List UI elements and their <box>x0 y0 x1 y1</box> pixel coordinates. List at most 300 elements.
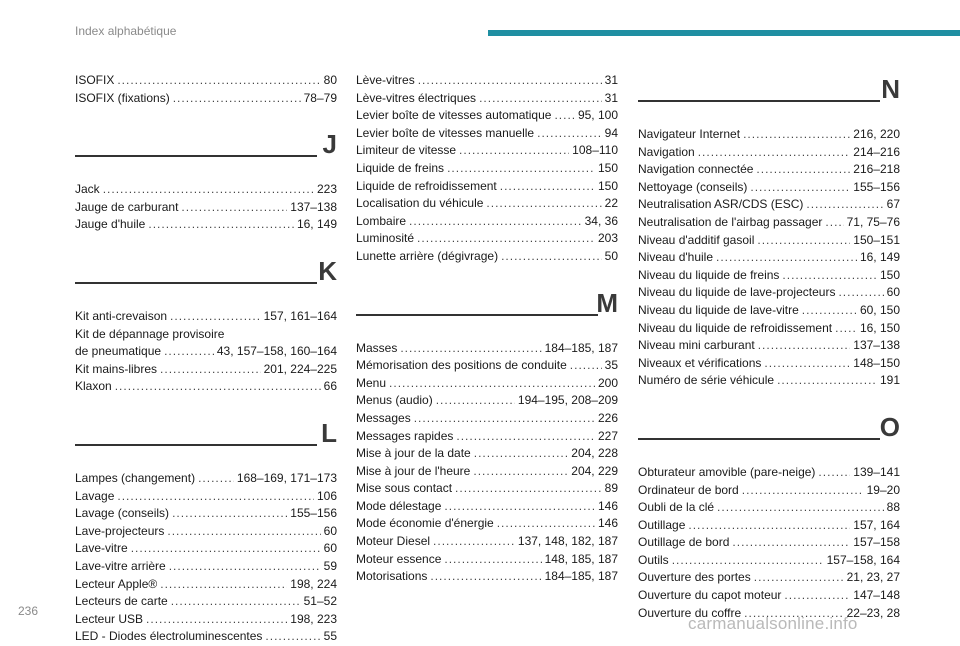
index-entry-pages: 106 <box>316 488 337 503</box>
index-entry-term: Navigateur Internet <box>638 127 741 141</box>
index-entry <box>356 357 618 375</box>
index-entry-pages: 88 <box>886 500 900 515</box>
index-entry <box>356 533 618 551</box>
index-entry-pages: 146 <box>597 498 618 513</box>
index-entry <box>75 361 337 379</box>
index-entry-term: ISOFIX (fixations) <box>75 90 170 105</box>
dot-leader <box>473 463 568 481</box>
index-entry-term: Kit mains-libres <box>75 361 158 376</box>
index-entry-term: Lave-vitre arrière <box>75 558 166 573</box>
index-entry-pages: 150 <box>597 160 618 175</box>
index-entry-pages: 150 <box>597 178 618 193</box>
index-entry <box>356 515 618 533</box>
index-entry-pages: 50 <box>604 248 618 263</box>
index-entry-term: Lève-vitres <box>356 73 415 87</box>
index-entry <box>75 216 337 234</box>
index-entry <box>356 568 618 586</box>
index-entry-pages: 22 <box>604 196 618 211</box>
index-entry-term: Nettoyage (conseils) <box>638 179 748 194</box>
divider-rule <box>75 282 317 284</box>
index-entry-pages: 35 <box>604 358 618 373</box>
index-entry-pages: 78–79 <box>303 90 337 105</box>
index-entry-term: Lecteurs de carte <box>75 594 168 609</box>
index-entry <box>356 498 618 516</box>
index-entry-pages: 19–20 <box>866 482 900 497</box>
index-entry-term: LED - Diodes électroluminescentes <box>75 629 263 644</box>
index-entry <box>638 587 900 605</box>
index-entry-term: Liquide de freins <box>356 160 445 175</box>
dot-leader <box>181 199 287 217</box>
index-entry <box>75 523 337 541</box>
index-entry <box>75 611 337 629</box>
index-entry <box>75 593 337 611</box>
index-entry-pages: 184–185, 187 <box>544 340 618 355</box>
index-entry-pages: 137, 148, 182, 187 <box>517 534 618 549</box>
index-entry-term: Motorisations <box>356 569 428 584</box>
index-entry-pages: 16, 149 <box>296 217 337 232</box>
dot-leader <box>198 470 234 488</box>
index-entry-pages: 216, 220 <box>853 127 900 141</box>
index-entry-pages: 148–150 <box>853 355 900 370</box>
index-entry-term: Lavage <box>75 488 115 503</box>
index-entry-term: ISOFIX <box>75 73 115 87</box>
dot-leader <box>500 178 595 196</box>
index-entry-term: Lave-vitre <box>75 541 128 556</box>
index-entry-term: Lecteur Apple® <box>75 576 158 591</box>
header-accent-bar <box>488 30 960 36</box>
index-entry-term: Obturateur amovible (pare-neige) <box>638 464 816 479</box>
index-entry-term: Mise à jour de la date <box>356 446 471 461</box>
letter-divider <box>75 127 337 173</box>
index-entry-term: Lavage (conseils) <box>75 506 170 521</box>
index-section <box>75 127 337 234</box>
dot-leader <box>486 195 601 213</box>
dot-leader <box>169 558 321 576</box>
dot-leader <box>784 587 850 605</box>
index-entry-pages: 157, 164 <box>853 517 900 532</box>
index-entry-term: Messages rapides <box>356 428 454 443</box>
index-section <box>638 72 900 390</box>
dot-leader <box>474 445 569 463</box>
index-entry <box>638 464 900 482</box>
index-entry-pages: 148, 185, 187 <box>544 551 618 566</box>
dot-leader <box>164 343 214 361</box>
index-entry <box>75 576 337 594</box>
index-entry-pages: 60 <box>323 541 337 556</box>
index-entry <box>356 428 618 446</box>
section-letter: M <box>596 287 618 318</box>
dot-leader <box>750 179 850 197</box>
dot-leader <box>173 90 301 108</box>
index-entry-pages: 95, 100 <box>577 108 618 123</box>
index-entry <box>638 320 900 338</box>
dot-leader <box>497 515 595 533</box>
index-entry <box>75 470 337 488</box>
index-entry-term: Outillage de bord <box>638 535 730 550</box>
index-entry-term: Niveau du liquide de lave-projecteurs <box>638 285 836 300</box>
index-entry-term: Outillage <box>638 517 686 532</box>
index-section <box>356 286 618 586</box>
dot-leader <box>459 142 569 160</box>
index-entry-pages: 80 <box>323 73 337 87</box>
letter-divider <box>638 72 900 118</box>
dot-leader <box>806 196 883 214</box>
dot-leader <box>758 337 851 355</box>
dot-leader <box>103 181 314 199</box>
index-entry <box>638 552 900 570</box>
index-entry-term: Jack <box>75 182 100 197</box>
index-entry-term: Oubli de la clé <box>638 500 715 515</box>
index-entry-term: Outils <box>638 552 669 567</box>
dot-leader <box>160 576 287 594</box>
index-entry <box>356 230 618 248</box>
index-entry-pages: 21, 23, 27 <box>846 570 900 585</box>
index-entry <box>638 482 900 500</box>
index-entry-term: Niveau du liquide de freins <box>638 267 780 282</box>
dot-leader <box>743 126 850 144</box>
index-entry <box>638 144 900 162</box>
index-entry <box>356 72 618 90</box>
index-entry-term: Mise à jour de l'heure <box>356 463 471 478</box>
index-entry-term: Numéro de série véhicule <box>638 373 775 388</box>
index-entry-pages: 71, 75–76 <box>846 214 900 229</box>
section-letter: L <box>321 417 337 448</box>
index-entry-pages: 22–23, 28 <box>846 605 900 620</box>
index-entry <box>356 142 618 160</box>
dot-leader <box>418 72 602 90</box>
index-entry <box>356 463 618 481</box>
index-entry-term: Menus (audio) <box>356 393 433 408</box>
dot-leader <box>716 249 857 267</box>
index-entry-term: Ouverture du capot moteur <box>638 588 782 603</box>
index-entry <box>75 181 337 199</box>
index-entry <box>356 248 618 266</box>
dot-leader <box>456 428 595 446</box>
dot-leader <box>501 248 602 266</box>
index-entry-pages: 227 <box>597 428 618 443</box>
index-entry-pages: 55 <box>323 629 337 644</box>
dot-leader <box>688 517 850 535</box>
index-entry-term: de pneumatique <box>75 344 162 359</box>
dot-leader <box>570 357 602 375</box>
divider-rule <box>75 444 317 446</box>
dot-leader <box>160 361 261 379</box>
index-entry-term: Navigation connectée <box>638 162 754 177</box>
index-entry-pages: 147–148 <box>853 588 900 603</box>
index-entry-term: Niveau mini carburant <box>638 338 755 353</box>
index-entry-term: Mode délestage <box>356 498 442 513</box>
index-entry-pages: 204, 229 <box>571 463 618 478</box>
section-letter: K <box>318 255 337 286</box>
index-entry <box>75 628 337 646</box>
dot-leader <box>537 125 602 143</box>
index-entry-term: Mise sous contact <box>356 481 453 496</box>
index-entry-pages: 204, 228 <box>571 446 618 461</box>
letter-divider <box>75 254 337 300</box>
index-entry-pages: 201, 224–225 <box>263 361 337 376</box>
dot-leader <box>717 499 884 517</box>
index-entry <box>75 378 337 396</box>
index-entry <box>638 161 900 179</box>
index-entry-pages: 89 <box>604 481 618 496</box>
index-entry <box>638 372 900 390</box>
index-entry-term: Lave-projecteurs <box>75 523 165 538</box>
index-entry-pages: 223 <box>316 182 337 197</box>
index-entry-term: Ouverture des portes <box>638 570 751 585</box>
index-section <box>356 72 618 266</box>
index-section <box>75 72 337 107</box>
index-entry-pages: 214–216 <box>853 144 900 159</box>
dot-leader <box>444 498 595 516</box>
section-letter: J <box>322 129 337 160</box>
letter-divider <box>356 286 618 332</box>
index-entry-pages: 155–156 <box>853 179 900 194</box>
index-entry-pages: 184–185, 187 <box>544 569 618 584</box>
index-entry-pages: 16, 150 <box>859 320 900 335</box>
index-entry-pages: 67 <box>886 197 900 212</box>
index-entry-term: Levier boîte de vitesses manuelle <box>356 125 535 140</box>
dot-leader <box>444 551 541 569</box>
index-entry-term: Levier boîte de vitesses automatique <box>356 108 552 123</box>
index-entry-term: Moteur essence <box>356 551 442 566</box>
divider-rule <box>75 155 317 157</box>
index-entry-pages: 194–195, 208–209 <box>517 393 618 408</box>
index-entry-pages: 198, 223 <box>290 611 337 626</box>
index-entry <box>356 480 618 498</box>
dot-leader <box>414 410 595 428</box>
index-entry-term: Localisation du véhicule <box>356 196 484 211</box>
dot-leader <box>389 375 595 393</box>
index-entry-term: Navigation <box>638 144 695 159</box>
dot-leader <box>764 355 850 373</box>
index-entry <box>356 195 618 213</box>
index-entry-term: Mode économie d'énergie <box>356 516 494 531</box>
dot-leader <box>838 284 883 302</box>
index-entry-pages: 157, 161–164 <box>263 308 337 323</box>
index-entry-pages: 108–110 <box>572 143 618 158</box>
dot-leader <box>172 505 287 523</box>
dot-leader <box>825 214 843 232</box>
index-entry-term: Neutralisation ASR/CDS (ESC) <box>638 197 804 212</box>
index-entry-pages: 157–158, 164 <box>826 552 900 567</box>
dot-leader <box>433 533 515 551</box>
dot-leader <box>131 540 321 558</box>
watermark: carmanualsonline.info <box>688 614 858 633</box>
index-entry-pages: 16, 149 <box>859 250 900 265</box>
index-entry <box>75 558 337 576</box>
dot-leader <box>835 320 857 338</box>
section-letter: N <box>881 74 900 104</box>
running-header: Index alphabétique <box>75 24 177 38</box>
index-entry-term: Moteur Diesel <box>356 534 431 549</box>
index-entry <box>638 232 900 250</box>
index-entry-term: Kit anti-crevaison <box>75 308 168 323</box>
index-entry <box>356 90 618 108</box>
section-letter: O <box>879 411 900 442</box>
divider-rule <box>638 100 880 102</box>
index-entry-pages: 31 <box>604 90 618 105</box>
dot-leader <box>170 308 261 326</box>
index-entry-pages: 31 <box>604 73 618 87</box>
index-entry-pages: 198, 224 <box>290 576 337 591</box>
dot-leader <box>802 302 857 320</box>
index-entry-term: Ouverture du coffre <box>638 605 742 620</box>
dot-leader <box>430 568 541 586</box>
index-entry <box>356 375 618 393</box>
index-entry <box>356 107 618 125</box>
index-entry-pages: 94 <box>604 125 618 140</box>
index-entry-pages: 60 <box>323 523 337 538</box>
dot-leader <box>479 90 602 108</box>
dot-leader <box>732 534 850 552</box>
index-entry <box>75 343 337 361</box>
index-entry <box>638 267 900 285</box>
index-section <box>638 410 900 622</box>
dot-leader <box>754 569 844 587</box>
index-entry <box>356 160 618 178</box>
index-entry-term: Klaxon <box>75 379 112 394</box>
letter-divider <box>638 410 900 456</box>
index-entry <box>356 551 618 569</box>
index-entry <box>75 488 337 506</box>
dot-leader <box>455 480 602 498</box>
index-entry-pages: 157–158 <box>853 535 900 550</box>
index-entry <box>75 90 337 108</box>
index-entry-pages: 168–169, 171–173 <box>236 470 337 485</box>
dot-leader <box>698 144 851 162</box>
index-entry <box>638 126 900 144</box>
index-entry <box>356 392 618 410</box>
dot-leader <box>148 216 294 234</box>
index-entry <box>356 340 618 358</box>
index-entry-pages: 43, 157–158, 160–164 <box>216 344 337 359</box>
dot-leader <box>117 488 314 506</box>
index-entry <box>75 540 337 558</box>
dot-leader <box>742 482 864 500</box>
index-entry <box>638 499 900 517</box>
index-entry-term: Masses <box>356 340 398 355</box>
index-entry-pages: 150–151 <box>853 232 900 247</box>
dot-leader <box>417 230 595 248</box>
dot-leader <box>409 213 582 231</box>
index-entry <box>75 199 337 217</box>
index-entry-term: Jauge de carburant <box>75 199 179 214</box>
dot-leader <box>265 628 320 646</box>
index-entry-term: Ordinateur de bord <box>638 482 739 497</box>
dot-leader <box>436 392 515 410</box>
index-entry <box>356 178 618 196</box>
index-entry-term: Niveau d'additif gasoil <box>638 232 755 247</box>
dot-leader <box>167 523 320 541</box>
index-entry-pages: 226 <box>597 410 618 425</box>
index-entry-pages: 146 <box>597 516 618 531</box>
index-entry-pages: 139–141 <box>853 464 900 479</box>
dot-leader <box>672 552 824 570</box>
dot-leader <box>117 72 320 90</box>
letter-divider <box>75 416 337 462</box>
index-entry-term: Lombaire <box>356 213 407 228</box>
index-entry-pages: 191 <box>879 373 900 388</box>
index-entry-term: Niveaux et vérifications <box>638 355 762 370</box>
index-entry <box>638 534 900 552</box>
dot-leader <box>171 593 301 611</box>
index-entry-term: Niveau du liquide de refroidissement <box>638 320 833 335</box>
dot-leader <box>146 611 287 629</box>
index-section <box>75 254 337 396</box>
index-entry <box>356 125 618 143</box>
index-entry-pages: 60 <box>886 285 900 300</box>
index-entry <box>638 196 900 214</box>
index-column-2 <box>356 72 618 586</box>
index-entry-term: Messages <box>356 410 411 425</box>
index-entry <box>638 302 900 320</box>
dot-leader <box>777 372 877 390</box>
index-entry <box>638 517 900 535</box>
index-entry <box>638 214 900 232</box>
index-entry-pages: 59 <box>323 558 337 573</box>
dot-leader <box>400 340 541 358</box>
index-entry-term: Lampes (changement) <box>75 470 196 485</box>
divider-rule <box>638 438 880 440</box>
index-entry-pages: 60, 150 <box>859 302 900 317</box>
index-column-3 <box>638 72 900 622</box>
index-entry <box>356 213 618 231</box>
index-entry <box>75 505 337 523</box>
index-entry-term: Neutralisation de l'airbag passager <box>638 214 823 229</box>
index-entry <box>356 445 618 463</box>
index-entry <box>638 179 900 197</box>
index-entry-pages: 150 <box>879 267 900 282</box>
index-entry-pages: 137–138 <box>853 338 900 353</box>
index-section <box>75 416 337 646</box>
index-column-1 <box>75 72 337 646</box>
index-entry-term: Lunette arrière (dégivrage) <box>356 248 499 263</box>
index-entry-pages: 51–52 <box>303 594 337 609</box>
index-entry-term: Mémorisation des positions de conduite <box>356 358 567 373</box>
index-entry-term: Limiteur de vitesse <box>356 143 457 158</box>
index-entry-pages: 155–156 <box>290 506 337 521</box>
index-entry-term: Lecteur USB <box>75 611 144 626</box>
index-entry-term: Luminosité <box>356 231 415 246</box>
dot-leader <box>818 464 850 482</box>
index-entry-pages: 216–218 <box>853 162 900 177</box>
dot-leader <box>447 160 595 178</box>
index-entry <box>638 249 900 267</box>
divider-rule <box>356 314 598 316</box>
index-entry-term: Niveau du liquide de lave-vitre <box>638 302 799 317</box>
index-entry-term: Jauge d'huile <box>75 217 146 232</box>
dot-leader <box>554 107 575 125</box>
index-entry-term: Lève-vitres électriques <box>356 90 477 105</box>
index-entry-pages: 200 <box>597 375 618 390</box>
dot-leader <box>782 267 877 285</box>
index-entry <box>75 308 337 326</box>
index-entry-pages: 137–138 <box>290 199 337 214</box>
index-entry <box>638 569 900 587</box>
dot-leader <box>757 232 850 250</box>
index-entry-term: Liquide de refroidissement <box>356 178 497 193</box>
page-number: 236 <box>18 604 39 618</box>
index-entry <box>638 284 900 302</box>
index-entry-pages: 34, 36 <box>584 213 618 228</box>
index-entry-term: Menu <box>356 375 387 390</box>
index-entry-pages: 66 <box>323 379 337 394</box>
index-entry-pages: 203 <box>597 231 618 246</box>
index-entry <box>356 410 618 428</box>
index-entry-term-line: Kit de dépannage provisoire <box>75 326 225 341</box>
dot-leader <box>115 378 321 396</box>
index-entry <box>638 337 900 355</box>
